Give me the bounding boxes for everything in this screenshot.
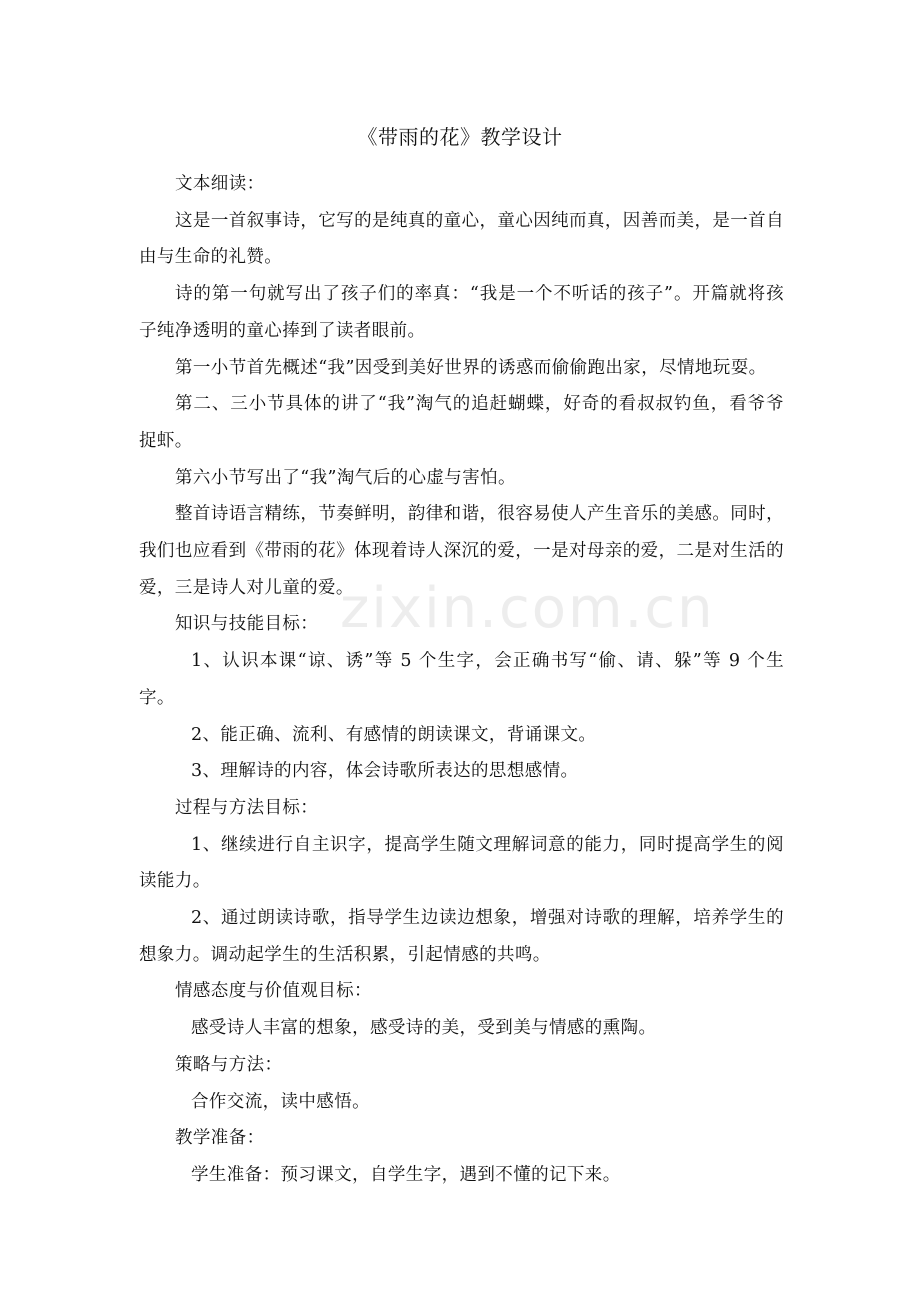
list-item: 2、能正确、流利、有感情的朗读课文，背诵课文。 <box>191 724 597 745</box>
section-heading-preparation: 教学准备： <box>175 1128 265 1149</box>
list-item: 1、继续进行自主识字，提高学生随文理解词意的能力，同时提高学生的阅读能力。 <box>139 834 784 892</box>
section-heading-emotion-goals: 情感态度与价值观目标： <box>175 981 372 1002</box>
section-heading-knowledge-goals: 知识与技能目标： <box>175 614 319 635</box>
paragraph: 整首诗语言精练，节奏鲜明，韵律和谐，很容易使人产生音乐的美感。同时，我们也应看到《带雨的花》体现着诗人深沉的爱，一是对母亲的爱，二是对生活的爱，三是诗人对儿童的爱。 <box>139 504 784 598</box>
paragraph: 合作交流，读中感悟。 <box>191 1091 370 1112</box>
paragraph: 第一小节首先概述“我”因受到美好世界的诱惑而偷偷跑出家，尽情地玩耍。 <box>175 357 767 378</box>
paragraph: 学生准备：预习课文，自学生字，遇到不懂的记下来。 <box>191 1164 621 1185</box>
document-body <box>139 166 784 1194</box>
list-item: 2、通过朗读诗歌，指导学生边读边想象，增强对诗歌的理解，培养学生的想象力。调动起学生的生活积累，引起情感的共鸣。 <box>139 908 784 965</box>
paragraph: 感受诗人丰富的想象，感受诗的美，受到美与情感的熏陶。 <box>191 1018 657 1039</box>
list-item: 1、认识本课“谅、诱”等 5 个生字，会正确书写“偷、请、躲”等 9 个生字。 <box>139 651 784 708</box>
document-title: 《带雨的花》教学设计 <box>357 125 563 149</box>
paragraph: 第二、三小节具体的讲了“我”淘气的追赶蝴蝶，好奇的看叔叔钓鱼，看爷爷捉虾。 <box>139 394 784 451</box>
section-heading-process-goals: 过程与方法目标： <box>175 797 319 818</box>
list-item: 3、理解诗的内容，体会诗歌所表达的思想感情。 <box>191 761 579 782</box>
watermark: zixin.com.cn <box>340 576 715 641</box>
section-heading-strategy: 策略与方法： <box>175 1054 283 1075</box>
section-heading-text-reading: 文本细读： <box>175 174 265 194</box>
paragraph: 第六小节写出了“我”淘气后的心虚与害怕。 <box>175 467 516 488</box>
paragraph: 这是一首叙事诗，它写的是纯真的童心，童心因纯而真，因善而美，是一首自由与生命的礼赞。 <box>139 210 784 268</box>
paragraph: 诗的第一句就写出了孩子们的率真：“我是一个不听话的孩子”。开篇就将孩子纯净透明的童心捧到了读者眼前。 <box>139 284 784 341</box>
